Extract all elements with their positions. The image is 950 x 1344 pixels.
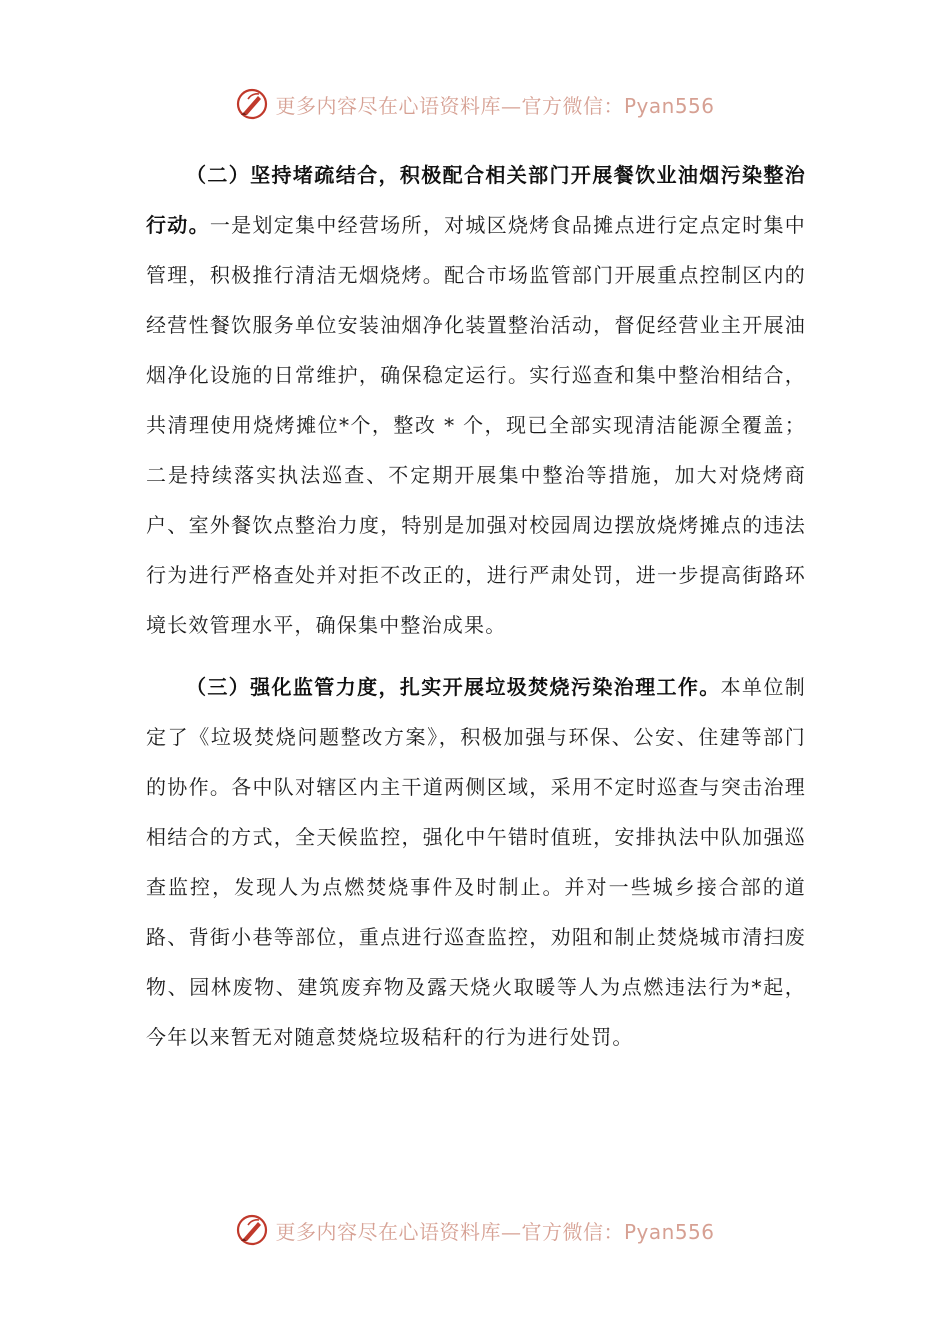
watermark-header [0,84,950,124]
pen-logo-icon [235,87,269,121]
pen-logo-icon [235,1213,269,1247]
watermark-wechat-id: Pyan556 [623,1219,715,1244]
watermark-footer [0,1210,950,1250]
paragraph-heading: （二）坚持堵疏结合，积极配合相关部门开展餐饮业油烟污染整治行动。 [146,163,806,237]
document-body [146,150,806,1062]
watermark-wechat-id: Pyan556 [623,93,715,118]
watermark-text: 更多内容尽在心语资料库—官方微信：Pyan556 [275,93,715,118]
paragraph-two [146,150,806,650]
paragraph-heading: （三）强化监管力度，扎实开展垃圾焚烧污染治理工作。 [186,675,721,699]
paragraph-text: 一是划定集中经营场所，对城区烧烤食品摊点进行定点定时集中管理，积极推行清洁无烟烧烤。配合市场监管部门开展重点控制区内的经营性餐饮服务单位安装油烟净化装置整治活动，督促经营业主开展油烟净化设施的日常维护，确保稳定运行。实行巡查和集中整治相结合，共清理使用烧烤摊位*个，整改 * 个，现已全部实现清洁能源全覆盖；二是持续落实执法巡查、不定期开展集中整治等措施，加大对烧烤商户、室外餐饮点整治力度，特别是加强对校园周边摆放烧烤摊点的违法行为进行严格查处并对拒不改正的，进行严肃处罚，进一步提高街路环境长效管理水平，确保集中整治成果。 [146,213,806,637]
paragraph-text: 本单位制定了《垃圾焚烧问题整改方案》，积极加强与环保、公安、住建等部门的协作。各中队对辖区内主干道两侧区域，采用不定时巡查与突击治理相结合的方式，全天候监控，强化中午错时值班，安排执法中队加强巡查监控，发现人为点燃焚烧事件及时制止。并对一些城乡接合部的道路、背街小巷等部位，重点进行巡查监控，劝阻和制止焚烧城市清扫废物、园林废物、建筑废弃物及露天烧火取暖等人为点燃违法行为*起，今年以来暂无对随意焚烧垃圾秸秆的行为进行处罚。 [146,675,806,1049]
paragraph-three [146,662,806,1062]
watermark-text: 更多内容尽在心语资料库—官方微信：Pyan556 [275,1219,715,1244]
